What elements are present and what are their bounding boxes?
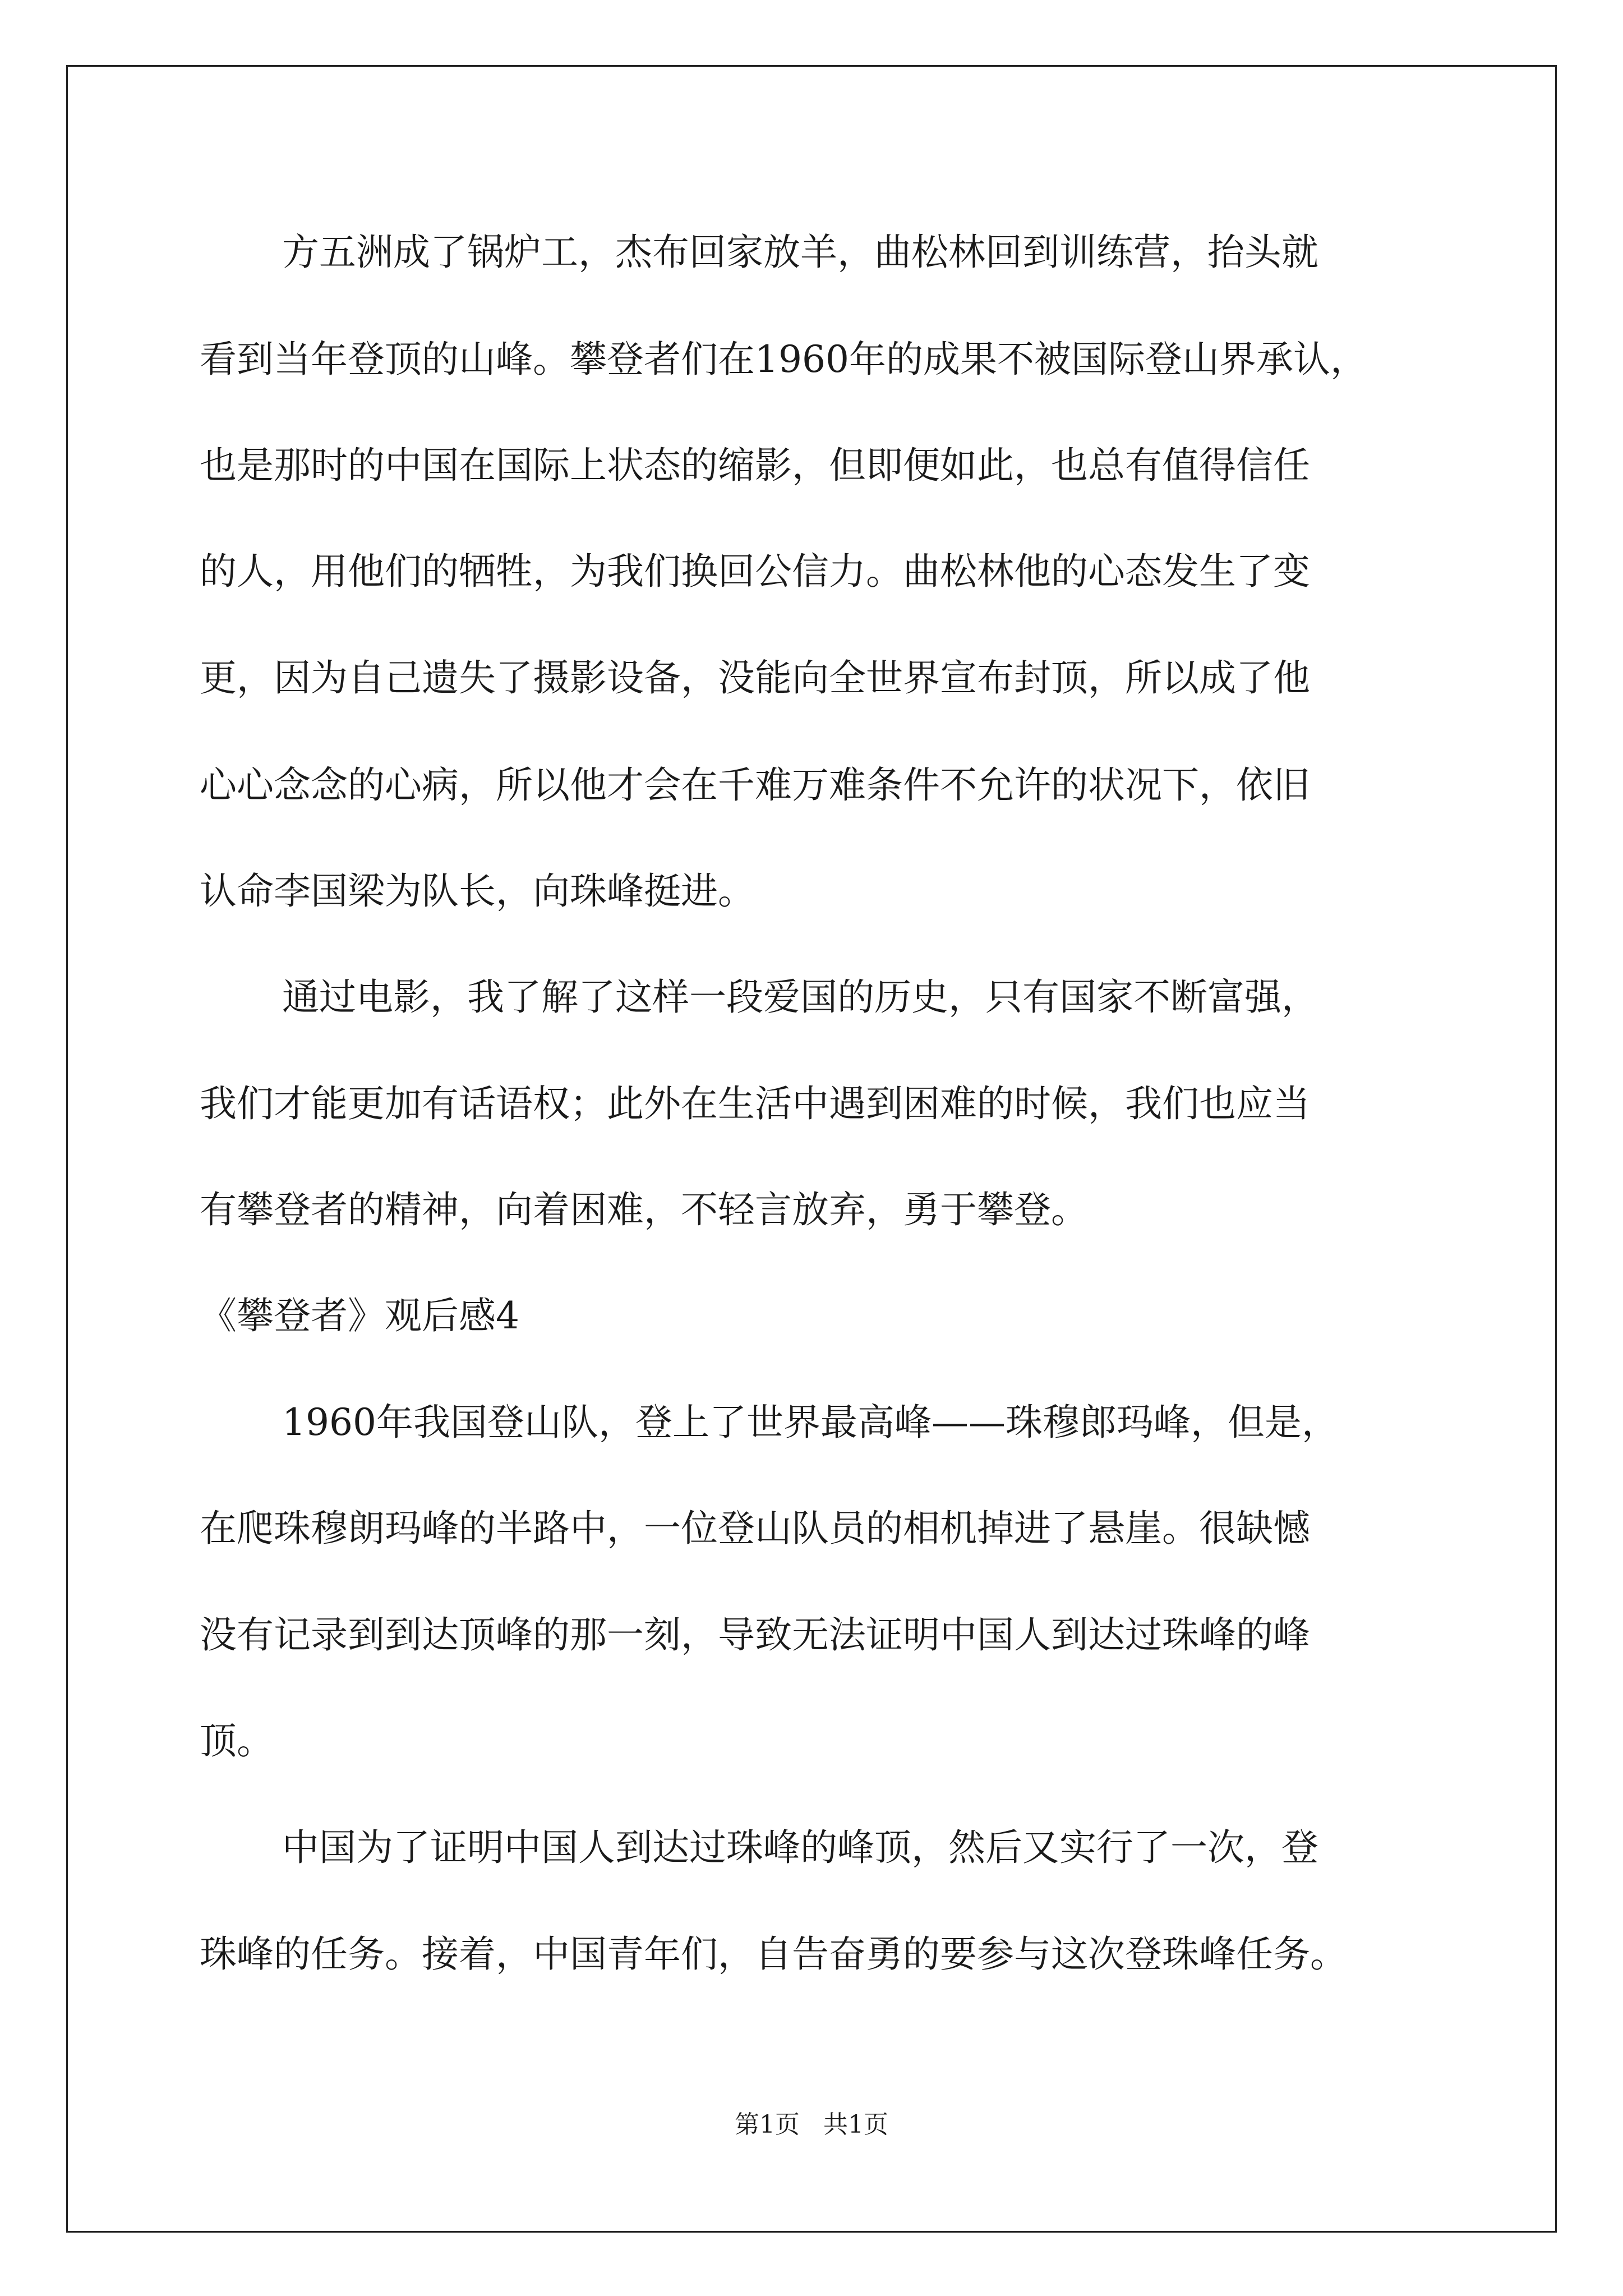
page-border — [66, 65, 1557, 2233]
paragraph-1-line-6: 心心念念的心病，所以他才会在千难万难条件不允许的状况下，依旧 — [200, 763, 1310, 807]
paragraph-1-line-7: 认命李国梁为队长，向珠峰挺进。 — [200, 869, 755, 913]
paragraph-3-line-2: 在爬珠穆朗玛峰的半路中，一位登山队员的相机掉进了悬崖。很缺憾 — [200, 1507, 1310, 1550]
paragraph-1-line-3: 也是那时的中国在国际上状态的缩影，但即便如此，也总有值得信任 — [200, 444, 1310, 487]
paragraph-3-line-4: 顶。 — [200, 1719, 274, 1763]
paragraph-1-line-2: 看到当年登顶的山峰。攀登者们在1960年的成果不被国际登山界承认， — [200, 338, 1367, 381]
paragraph-1-line-1: 方五洲成了锅炉工，杰布回家放羊，曲松林回到训练营，抬头就 — [282, 231, 1318, 274]
paragraph-2-line-2: 我们才能更加有话语权；此外在生活中遇到困难的时候，我们也应当 — [200, 1082, 1310, 1125]
paragraph-3-line-1: 1960年我国登山队，登上了世界最高峰——珠穆郎玛峰，但是， — [282, 1401, 1339, 1444]
paragraph-1-line-5: 更，因为自己遗失了摄影设备，没能向全世界宣布封顶，所以成了他 — [200, 656, 1310, 700]
paragraph-2-line-3: 有攀登者的精神，向着困难，不轻言放弃，勇于攀登。 — [200, 1188, 1088, 1231]
page-number-footer: 第1页 共1页 — [735, 2110, 888, 2139]
paragraph-4-line-2: 珠峰的任务。接着，中国青年们，自告奋勇的要参与这次登珠峰任务。 — [200, 1932, 1347, 1976]
paragraph-4-line-1: 中国为了证明中国人到达过珠峰的峰顶，然后又实行了一次，登 — [282, 1826, 1318, 1869]
section-heading: 《攀登者》观后感4 — [200, 1294, 519, 1337]
paragraph-2-line-1: 通过电影，我了解了这样一段爱国的历史，只有国家不断富强， — [282, 976, 1318, 1019]
paragraph-3-line-3: 没有记录到到达顶峰的那一刻，导致无法证明中国人到达过珠峰的峰 — [200, 1613, 1310, 1657]
paragraph-1-line-4: 的人，用他们的牺牲，为我们换回公信力。曲松林他的心态发生了变 — [200, 550, 1310, 593]
